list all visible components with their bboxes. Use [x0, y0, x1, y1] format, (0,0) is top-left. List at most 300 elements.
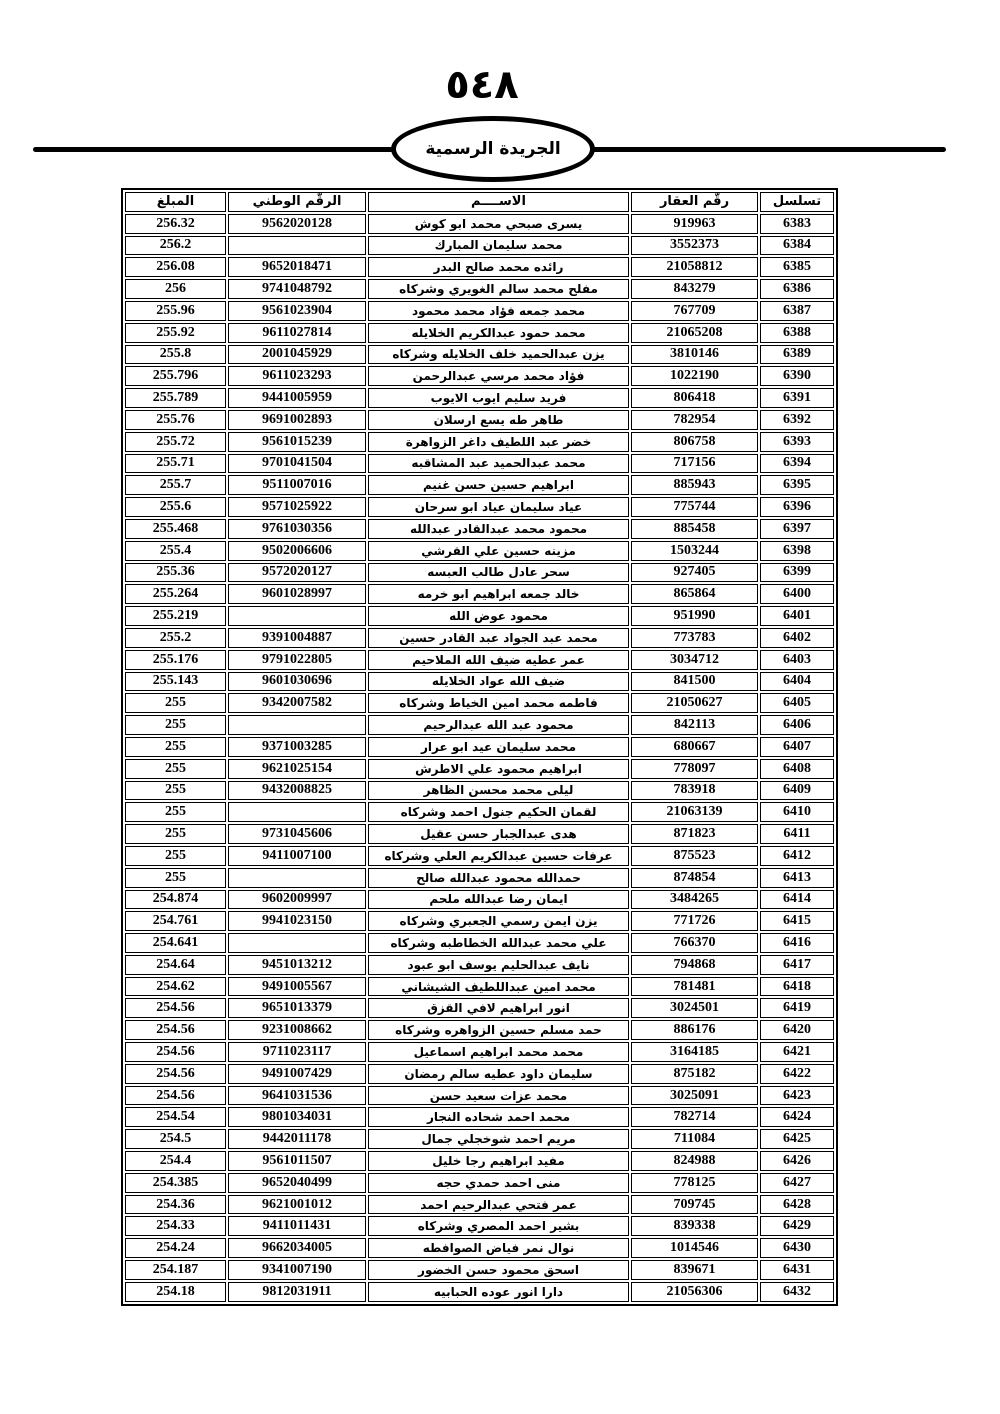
- cell-name: محمد جمعه فؤاد محمد محمود: [368, 301, 629, 321]
- table-row: [125, 214, 834, 234]
- cell-national-no: 9571025922: [228, 497, 366, 517]
- cell-name: محمد حمود عبدالكريم الخلايله: [368, 323, 629, 343]
- cell-property-no: 839671: [631, 1260, 758, 1280]
- cell-property-no: 771726: [631, 911, 758, 931]
- table-row: [125, 824, 834, 844]
- cell-property-no: 782954: [631, 410, 758, 430]
- cell-amount: 255.143: [125, 672, 226, 692]
- table-row: [125, 1086, 834, 1106]
- cell-amount: 255.72: [125, 432, 226, 452]
- cell-name: منى احمد حمدي حجه: [368, 1173, 629, 1193]
- table-row: [125, 802, 834, 822]
- cell-amount: 255.7: [125, 475, 226, 495]
- cell-serial: 6403: [760, 650, 834, 670]
- cell-amount: 255.76: [125, 410, 226, 430]
- cell-national-no: 9502006606: [228, 541, 366, 561]
- cell-name: فؤاد محمد مرسي عبدالرحمن: [368, 366, 629, 386]
- cell-property-no: 783918: [631, 781, 758, 801]
- cell-serial: 6417: [760, 955, 834, 975]
- cell-serial: 6389: [760, 345, 834, 365]
- cell-property-no: 875523: [631, 846, 758, 866]
- table-row: [125, 628, 834, 648]
- cell-property-no: 3164185: [631, 1042, 758, 1062]
- cell-name: بشير احمد المصري وشركاه: [368, 1216, 629, 1236]
- cell-national-no: 9941023150: [228, 911, 366, 931]
- cell-national-no: 9621001012: [228, 1195, 366, 1215]
- cell-serial: 6388: [760, 323, 834, 343]
- table-body: [125, 214, 834, 1302]
- cell-name: عمر فتحي عبدالرحيم احمد: [368, 1195, 629, 1215]
- table-row: [125, 606, 834, 626]
- cell-amount: 255.8: [125, 345, 226, 365]
- cell-property-no: 717156: [631, 454, 758, 474]
- cell-serial: 6397: [760, 519, 834, 539]
- cell-amount: 255.96: [125, 301, 226, 321]
- cell-name: مفلح محمد سالم الغويري وشركاه: [368, 279, 629, 299]
- cell-amount: 255: [125, 759, 226, 779]
- cell-property-no: 767709: [631, 301, 758, 321]
- cell-serial: 6384: [760, 236, 834, 256]
- cell-national-no: 9432008825: [228, 781, 366, 801]
- cell-national-no: [228, 715, 366, 735]
- cell-national-no: 9342007582: [228, 693, 366, 713]
- cell-serial: 6427: [760, 1173, 834, 1193]
- cell-amount: 254.62: [125, 977, 226, 997]
- cell-amount: 255: [125, 781, 226, 801]
- cell-name: يزن عبدالحميد خلف الخلايله وشركاه: [368, 345, 629, 365]
- cell-amount: 255: [125, 846, 226, 866]
- cell-serial: 6390: [760, 366, 834, 386]
- cell-amount: 254.5: [125, 1129, 226, 1149]
- table-row: [125, 868, 834, 888]
- cell-name: سحر عادل طالب العبسه: [368, 563, 629, 583]
- cell-amount: 254.56: [125, 1020, 226, 1040]
- cell-name: سليمان داود عطيه سالم رمضان: [368, 1064, 629, 1084]
- cell-serial: 6413: [760, 868, 834, 888]
- cell-property-no: 871823: [631, 824, 758, 844]
- cell-name: نوال نمر فياض الصوافطه: [368, 1238, 629, 1258]
- table-row: [125, 323, 834, 343]
- cell-serial: 6429: [760, 1216, 834, 1236]
- table-row: [125, 519, 834, 539]
- cell-serial: 6409: [760, 781, 834, 801]
- cell-name: محمد عزات سعيد حسن: [368, 1086, 629, 1106]
- cell-name: مفيد ابراهيم رجا خليل: [368, 1151, 629, 1171]
- cell-name: محمد محمد ابراهيم اسماعيل: [368, 1042, 629, 1062]
- cell-amount: 255.789: [125, 388, 226, 408]
- table-row: [125, 977, 834, 997]
- cell-serial: 6425: [760, 1129, 834, 1149]
- table-row: [125, 1129, 834, 1149]
- records-table: [121, 188, 838, 1306]
- cell-serial: 6420: [760, 1020, 834, 1040]
- cell-serial: 6406: [760, 715, 834, 735]
- cell-serial: 6401: [760, 606, 834, 626]
- cell-national-no: [228, 868, 366, 888]
- table-row: [125, 236, 834, 256]
- cell-property-no: 711084: [631, 1129, 758, 1149]
- cell-serial: 6398: [760, 541, 834, 561]
- cell-property-no: 806758: [631, 432, 758, 452]
- cell-amount: 255.219: [125, 606, 226, 626]
- cell-name: يزن ايمن رسمي الجعبري وشركاه: [368, 911, 629, 931]
- table-row: [125, 301, 834, 321]
- cell-property-no: 885943: [631, 475, 758, 495]
- cell-national-no: 9611027814: [228, 323, 366, 343]
- cell-serial: 6419: [760, 998, 834, 1018]
- cell-national-no: 9451013212: [228, 955, 366, 975]
- cell-name: دارا انور عوده الحبابيه: [368, 1282, 629, 1302]
- table-row: [125, 650, 834, 670]
- cell-amount: 254.874: [125, 890, 226, 910]
- cell-national-no: 9602009997: [228, 890, 366, 910]
- cell-name: محمود عوض الله: [368, 606, 629, 626]
- cell-serial: 6385: [760, 257, 834, 277]
- cell-national-no: [228, 606, 366, 626]
- cell-name: محمد عبد الجواد عبد القادر حسين: [368, 628, 629, 648]
- cell-serial: 6410: [760, 802, 834, 822]
- cell-national-no: 9761030356: [228, 519, 366, 539]
- column-header-name: الاســــم: [368, 192, 629, 212]
- table-row: [125, 388, 834, 408]
- table-row: [125, 410, 834, 430]
- table-row: [125, 1020, 834, 1040]
- cell-national-no: 9371003285: [228, 737, 366, 757]
- cell-name: عرفات حسين عبدالكريم العلي وشركاه: [368, 846, 629, 866]
- cell-serial: 6415: [760, 911, 834, 931]
- cell-amount: 254.24: [125, 1238, 226, 1258]
- cell-property-no: 21058812: [631, 257, 758, 277]
- cell-property-no: 781481: [631, 977, 758, 997]
- cell-name: محمد احمد شحاده النجار: [368, 1107, 629, 1127]
- table-row: [125, 737, 834, 757]
- cell-amount: 255: [125, 824, 226, 844]
- cell-national-no: 2001045929: [228, 345, 366, 365]
- cell-amount: 255: [125, 715, 226, 735]
- cell-national-no: 9562020128: [228, 214, 366, 234]
- cell-property-no: 843279: [631, 279, 758, 299]
- cell-national-no: 9691002893: [228, 410, 366, 430]
- cell-amount: 256.32: [125, 214, 226, 234]
- cell-national-no: 9701041504: [228, 454, 366, 474]
- cell-property-no: 709745: [631, 1195, 758, 1215]
- table-row: [125, 1151, 834, 1171]
- cell-name: ليلى محمد محسن الظاهر: [368, 781, 629, 801]
- table-row: [125, 715, 834, 735]
- cell-amount: 254.4: [125, 1151, 226, 1171]
- cell-property-no: 3034712: [631, 650, 758, 670]
- cell-national-no: 9651013379: [228, 998, 366, 1018]
- cell-property-no: 919963: [631, 214, 758, 234]
- cell-serial: 6404: [760, 672, 834, 692]
- cell-national-no: 9601028997: [228, 584, 366, 604]
- cell-name: محمد امين عبداللطيف الشيشاني: [368, 977, 629, 997]
- cell-amount: 255: [125, 868, 226, 888]
- cell-serial: 6408: [760, 759, 834, 779]
- cell-property-no: 3025091: [631, 1086, 758, 1106]
- cell-amount: 255.36: [125, 563, 226, 583]
- cell-name: علي محمد عبدالله الخطاطبه وشركاه: [368, 933, 629, 953]
- cell-national-no: 9741048792: [228, 279, 366, 299]
- cell-amount: 254.36: [125, 1195, 226, 1215]
- cell-name: هدى عبدالجبار حسن عقيل: [368, 824, 629, 844]
- table-row: [125, 279, 834, 299]
- cell-property-no: 680667: [631, 737, 758, 757]
- table-row: [125, 584, 834, 604]
- table-row: [125, 1238, 834, 1258]
- cell-national-no: 9491005567: [228, 977, 366, 997]
- cell-serial: 6391: [760, 388, 834, 408]
- cell-national-no: 9662034005: [228, 1238, 366, 1258]
- cell-amount: 255.796: [125, 366, 226, 386]
- table-row: [125, 693, 834, 713]
- cell-property-no: 21050627: [631, 693, 758, 713]
- gazette-banner-title: الجريدة الرسمية: [425, 139, 561, 159]
- cell-amount: 254.64: [125, 955, 226, 975]
- cell-name: فريد سليم ايوب الايوب: [368, 388, 629, 408]
- cell-name: محمد عبدالحميد عبد المشاقبه: [368, 454, 629, 474]
- table-row: [125, 366, 834, 386]
- cell-property-no: 1014546: [631, 1238, 758, 1258]
- cell-serial: 6405: [760, 693, 834, 713]
- cell-amount: 255.4: [125, 541, 226, 561]
- cell-serial: 6392: [760, 410, 834, 430]
- cell-amount: 255.71: [125, 454, 226, 474]
- table-row: [125, 1042, 834, 1062]
- table-row: [125, 911, 834, 931]
- cell-serial: 6394: [760, 454, 834, 474]
- cell-property-no: 794868: [631, 955, 758, 975]
- cell-property-no: 951990: [631, 606, 758, 626]
- gazette-banner-oval: [391, 116, 595, 182]
- cell-property-no: 782714: [631, 1107, 758, 1127]
- cell-serial: 6423: [760, 1086, 834, 1106]
- cell-amount: 255.264: [125, 584, 226, 604]
- cell-serial: 6395: [760, 475, 834, 495]
- cell-amount: 254.761: [125, 911, 226, 931]
- cell-amount: 254.56: [125, 1042, 226, 1062]
- cell-national-no: 9231008662: [228, 1020, 366, 1040]
- cell-serial: 6400: [760, 584, 834, 604]
- cell-serial: 6414: [760, 890, 834, 910]
- cell-name: ابراهيم حسين حسن غنيم: [368, 475, 629, 495]
- cell-amount: 255.176: [125, 650, 226, 670]
- cell-name: مزينه حسين علي القرشي: [368, 541, 629, 561]
- cell-name: اسحق محمود حسن الخضور: [368, 1260, 629, 1280]
- cell-national-no: 9561011507: [228, 1151, 366, 1171]
- cell-amount: 255: [125, 693, 226, 713]
- cell-serial: 6402: [760, 628, 834, 648]
- cell-serial: 6428: [760, 1195, 834, 1215]
- cell-amount: 254.18: [125, 1282, 226, 1302]
- cell-name: عياد سليمان عياد ابو سرحان: [368, 497, 629, 517]
- cell-national-no: 9561023904: [228, 301, 366, 321]
- cell-serial: 6411: [760, 824, 834, 844]
- cell-name: محمد سليمان المبارك: [368, 236, 629, 256]
- cell-amount: 254.33: [125, 1216, 226, 1236]
- cell-property-no: 778125: [631, 1173, 758, 1193]
- cell-property-no: 766370: [631, 933, 758, 953]
- cell-property-no: 885458: [631, 519, 758, 539]
- cell-serial: 6416: [760, 933, 834, 953]
- cell-property-no: 865864: [631, 584, 758, 604]
- cell-property-no: 842113: [631, 715, 758, 735]
- cell-property-no: 1503244: [631, 541, 758, 561]
- cell-amount: 255.468: [125, 519, 226, 539]
- cell-serial: 6396: [760, 497, 834, 517]
- cell-national-no: 9611023293: [228, 366, 366, 386]
- cell-national-no: [228, 802, 366, 822]
- cell-serial: 6407: [760, 737, 834, 757]
- cell-national-no: 9442011178: [228, 1129, 366, 1149]
- cell-serial: 6386: [760, 279, 834, 299]
- cell-national-no: 9801034031: [228, 1107, 366, 1127]
- cell-property-no: 21056306: [631, 1282, 758, 1302]
- cell-national-no: 9572020127: [228, 563, 366, 583]
- cell-property-no: 806418: [631, 388, 758, 408]
- page-number: ٥٤٨: [445, 62, 519, 108]
- cell-national-no: 9341007190: [228, 1260, 366, 1280]
- cell-property-no: 3484265: [631, 890, 758, 910]
- cell-property-no: 778097: [631, 759, 758, 779]
- cell-amount: 254.385: [125, 1173, 226, 1193]
- cell-national-no: 9641031536: [228, 1086, 366, 1106]
- cell-serial: 6393: [760, 432, 834, 452]
- table-row: [125, 998, 834, 1018]
- table-row: [125, 345, 834, 365]
- cell-name: انور ابراهيم لافي القزق: [368, 998, 629, 1018]
- cell-property-no: 824988: [631, 1151, 758, 1171]
- table-row: [125, 257, 834, 277]
- cell-name: نايف عبدالحليم يوسف ابو عبود: [368, 955, 629, 975]
- cell-name: حمد مسلم حسين الزواهره وشركاه: [368, 1020, 629, 1040]
- cell-national-no: 9812031911: [228, 1282, 366, 1302]
- table-row: [125, 1216, 834, 1236]
- cell-name: محمود محمد عبدالقادر عبدالله: [368, 519, 629, 539]
- table-row: [125, 933, 834, 953]
- table-row: [125, 432, 834, 452]
- cell-serial: 6412: [760, 846, 834, 866]
- cell-property-no: 886176: [631, 1020, 758, 1040]
- column-header-amount: المبلغ: [125, 192, 226, 212]
- cell-amount: 254.56: [125, 1086, 226, 1106]
- table-row: [125, 454, 834, 474]
- cell-amount: 255.6: [125, 497, 226, 517]
- cell-name: ايمان رضا عبدالله ملحم: [368, 890, 629, 910]
- cell-serial: 6430: [760, 1238, 834, 1258]
- cell-serial: 6383: [760, 214, 834, 234]
- cell-property-no: 1022190: [631, 366, 758, 386]
- cell-amount: 256.08: [125, 257, 226, 277]
- cell-amount: 256.2: [125, 236, 226, 256]
- table-row: [125, 672, 834, 692]
- cell-national-no: 9491007429: [228, 1064, 366, 1084]
- table-row: [125, 1260, 834, 1280]
- cell-property-no: 3024501: [631, 998, 758, 1018]
- cell-property-no: 3810146: [631, 345, 758, 365]
- cell-property-no: 874854: [631, 868, 758, 888]
- cell-national-no: 9652018471: [228, 257, 366, 277]
- cell-serial: 6426: [760, 1151, 834, 1171]
- cell-national-no: 9411007100: [228, 846, 366, 866]
- cell-amount: 254.56: [125, 998, 226, 1018]
- table-row: [125, 1282, 834, 1302]
- cell-national-no: 9391004887: [228, 628, 366, 648]
- cell-national-no: [228, 236, 366, 256]
- cell-amount: 254.56: [125, 1064, 226, 1084]
- cell-amount: 254.641: [125, 933, 226, 953]
- cell-property-no: 21065208: [631, 323, 758, 343]
- table-header-row: [125, 192, 834, 212]
- table-row: [125, 541, 834, 561]
- table-row: [125, 1064, 834, 1084]
- table-row: [125, 1107, 834, 1127]
- cell-name: خضر عبد اللطيف داغر الزواهرة: [368, 432, 629, 452]
- cell-name: حمدالله محمود عبدالله صالح: [368, 868, 629, 888]
- cell-national-no: [228, 933, 366, 953]
- cell-name: ابراهيم محمود علي الاطرش: [368, 759, 629, 779]
- cell-name: لقمان الحكيم جنول احمد وشركاه: [368, 802, 629, 822]
- table-row: [125, 890, 834, 910]
- cell-name: مريم احمد شوخجلي جمال: [368, 1129, 629, 1149]
- cell-national-no: 9621025154: [228, 759, 366, 779]
- table-row: [125, 759, 834, 779]
- cell-amount: 255.92: [125, 323, 226, 343]
- column-header-serial: تسلسل: [760, 192, 834, 212]
- cell-serial: 6418: [760, 977, 834, 997]
- table-row: [125, 955, 834, 975]
- cell-property-no: 927405: [631, 563, 758, 583]
- cell-national-no: 9511007016: [228, 475, 366, 495]
- cell-amount: 255: [125, 802, 226, 822]
- cell-amount: 256: [125, 279, 226, 299]
- cell-national-no: 9791022805: [228, 650, 366, 670]
- cell-national-no: 9711023117: [228, 1042, 366, 1062]
- cell-name: رائده محمد صالح البدر: [368, 257, 629, 277]
- table-row: [125, 1173, 834, 1193]
- table-row: [125, 1195, 834, 1215]
- cell-property-no: 841500: [631, 672, 758, 692]
- cell-name: يسرى صبحي محمد ابو كوش: [368, 214, 629, 234]
- cell-name: محمد سليمان عيد ابو عرار: [368, 737, 629, 757]
- cell-property-no: 773783: [631, 628, 758, 648]
- cell-name: خالد جمعه ابراهيم ابو خرمه: [368, 584, 629, 604]
- cell-serial: 6424: [760, 1107, 834, 1127]
- cell-name: طاهر طه يسع ارسلان: [368, 410, 629, 430]
- cell-amount: 255.2: [125, 628, 226, 648]
- cell-national-no: 9731045606: [228, 824, 366, 844]
- cell-serial: 6431: [760, 1260, 834, 1280]
- cell-serial: 6432: [760, 1282, 834, 1302]
- column-header-property-number: رقّم العقار: [631, 192, 758, 212]
- table-row: [125, 497, 834, 517]
- table-row: [125, 781, 834, 801]
- cell-national-no: 9561015239: [228, 432, 366, 452]
- cell-serial: 6421: [760, 1042, 834, 1062]
- cell-national-no: 9601030696: [228, 672, 366, 692]
- table-row: [125, 846, 834, 866]
- cell-property-no: 875182: [631, 1064, 758, 1084]
- cell-serial: 6387: [760, 301, 834, 321]
- cell-property-no: 3552373: [631, 236, 758, 256]
- cell-name: عمر عطيه ضيف الله الملاحيم: [368, 650, 629, 670]
- cell-amount: 254.54: [125, 1107, 226, 1127]
- cell-name: فاطمه محمد امين الخياط وشركاه: [368, 693, 629, 713]
- cell-serial: 6399: [760, 563, 834, 583]
- cell-national-no: 9652040499: [228, 1173, 366, 1193]
- table-row: [125, 563, 834, 583]
- cell-name: ضيف الله عواد الخلايله: [368, 672, 629, 692]
